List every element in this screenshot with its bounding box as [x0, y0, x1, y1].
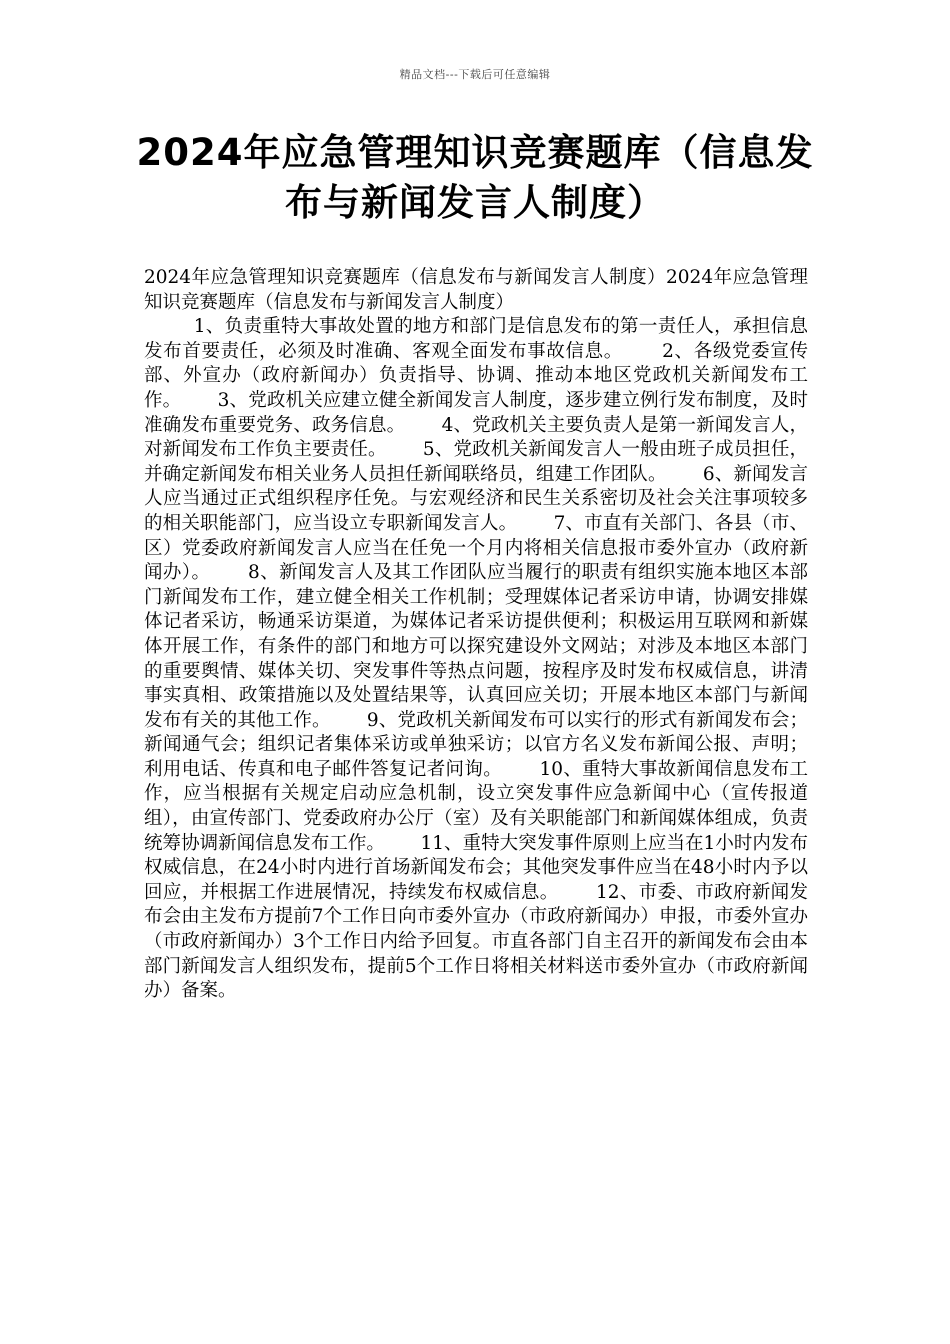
- header-note: 精品文档---下载后可任意编辑: [399, 68, 551, 81]
- document-body: 2024年应急管理知识竞赛题库（信息发布与新闻发言人制度）2024年应急管理知识竞赛题库（信息发布与新闻发言人制度） 1、负责重特大事故处置的地方和部门是信息发布的第一责任人，承担信息发布首要责任，必须及时准确、客观全面发布事故信息。 2、各级党委宣传部、外宣办（政府新闻办）负责指导、协调、推动本地区党政机关新闻发布工作。 3、党政机关应建立健全新闻发言人制度，逐步建立例行发布制度，及时准确发布重要党务、政务信息。 4、党政机关主要负责人是第一新闻发言人，对新闻发布工作负主要责任。 5、党政机关新闻发言人一般由班子成员担任，并确定新闻发布相关业务人员担任新闻联络员，组建工作团队。 6、新闻发言人应当通过正式组织程序任免。与宏观经济和民生关系密切及社会关注事项较多的相关职能部门，应当设立专职新闻发言人。 7、市直有关部门、各县（市、区）党委政府新闻发言人应当在任免一个月内将相关信息报市委外宣办（政府新闻办）。 8、新闻发言人及其工作团队应当履行的职责有组织实施本地区本部门新闻发布工作，建立健全相关工作机制；受理媒体记者采访申请，协调安排媒体记者采访，畅通采访渠道，为媒体记者采访提供便利；积极运用互联网和新媒体开展工作，有条件的部门和地方可以探究建设外文网站；对涉及本地区本部门的重要舆情、媒体关切、突发事件等热点问题，按程序及时发布权威信息，讲清事实真相、政策措施以及处置结果等，认真回应关切；开展本地区本部门与新闻发布有关的其他工作。 9、党政机关新闻发布可以实行的形式有新闻发布会；新闻通气会；组织记者集体采访或单独采访；以官方名义发布新闻公报、声明；利用电话、传真和电子邮件答复记者问询。 10、重特大事故新闻信息发布工作，应当根据有关规定启动应急机制，设立突发事件应急新闻中心（宣传报道组），由宣传部门、党委政府办公厅（室）及有关职能部门和新闻媒体组成，负责统筹协调新闻信息发布工作。 11、重特大突发事件原则上应当在1小时内发布权威信息，在24小时内进行首场新闻发布会；其他突发事件应当在48小时内予以回应，并根据工作进展情况，持续发布权威信息。 12、市委、市政府新闻发布会由主发布方提前7个工作日向市委外宣办（市政府新闻办）申报，市委外宣办（市政府新闻办）3个工作日内给予回复。市直各部门自主召开的新闻发布会由本部门新闻发言人组织发布，提前5个工作日将相关材料送市委外宣办（市政府新闻办）备案。: [144, 267, 808, 1002]
- document-title: 2024年应急管理知识竞赛题库（信息发布与新闻发言人制度）: [136, 131, 814, 224]
